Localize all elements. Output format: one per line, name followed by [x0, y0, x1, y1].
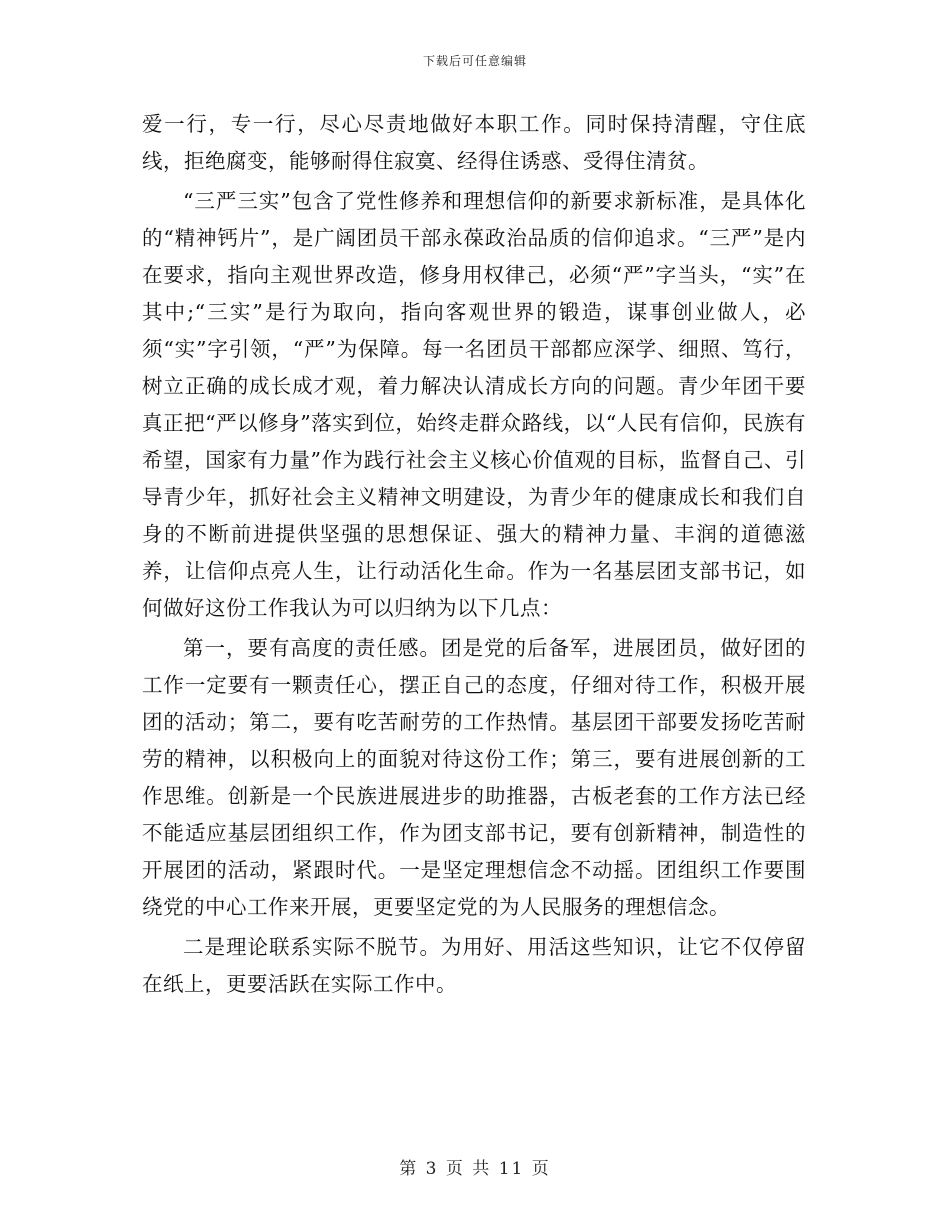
footer-total-word: 共 — [472, 1159, 492, 1179]
paragraph: 爱一行，专一行，尽心尽责地做好本职工作。同时保持清醒，守住底线，拒绝腐变，能够耐得住寂寞、经得住诱惑、受得住清贫。 — [142, 112, 806, 173]
footer-page-word: 页 — [445, 1159, 465, 1179]
footer-prefix: 第 — [399, 1159, 419, 1179]
paragraph: 二是理论联系实际不脱节。为用好、用活这些知识，让它不仅停留在纸上，更要活跃在实际工作中。 — [142, 935, 806, 996]
total-pages-number: 11 — [498, 1159, 525, 1179]
current-page-number: 3 — [425, 1159, 439, 1179]
document-body — [142, 106, 806, 1006]
paragraph: 第一，要有高度的责任感。团是党的后备军，进展团员，做好团的工作一定要有一颗责任心，摆正自己的态度，仔细对待工作，积极开展团的活动；第二，要有吃苦耐劳的工作热情。基层团干部要发扬吃苦耐劳的精神，以积极向上的面貌对待这份工作；第三，要有进展创新的工作思维。创新是一个民族进展进步的助推器，古板老套的工作方法已经不能适应基层团组织工作，作为团支部书记，要有创新精神，制造性的开展团的活动，紧跟时代。一是坚定理想信念不动摇。团组织工作要围绕党的中心工作来开展，更要坚定党的为人民服务的理想信念。 — [142, 636, 806, 919]
page-header: 下载后可任意编辑 — [422, 54, 527, 68]
footer-suffix: 页 — [531, 1159, 551, 1179]
page-footer — [0, 1154, 950, 1179]
paragraph: “三严三实”包含了党性修养和理想信仰的新要求新标准，是具体化的“精神钙片”，是广阔团员干部永葆政治品质的信仰追求。“三严”是内在要求，指向主观世界改造，修身用权律己，必须“严”字当头，“实”在其中;“三实”是行为取向，指向客观世界的锻造，谋事创业做人，必须“实”字引领，“严”为保障。每一名团员干部都应深学、细照、笃行，树立正确的成长成才观，着力解决认清成长方向的问题。青少年团干要真正把“严以修身”落实到位，始终走群众路线，以“人民有信仰，民族有希望，国家有力量”作为践行社会主义核心价值观的目标，监督自己、引导青少年，抓好社会主义精神文明建设，为青少年的健康成长和我们自身的不断前进提供坚强的思想保证、强大的精神力量、丰润的道德滋养，让信仰点亮人生，让行动活化生命。作为一名基层团支部书记，如何做好这份工作我认为可以归纳为以下几点： — [142, 189, 806, 620]
